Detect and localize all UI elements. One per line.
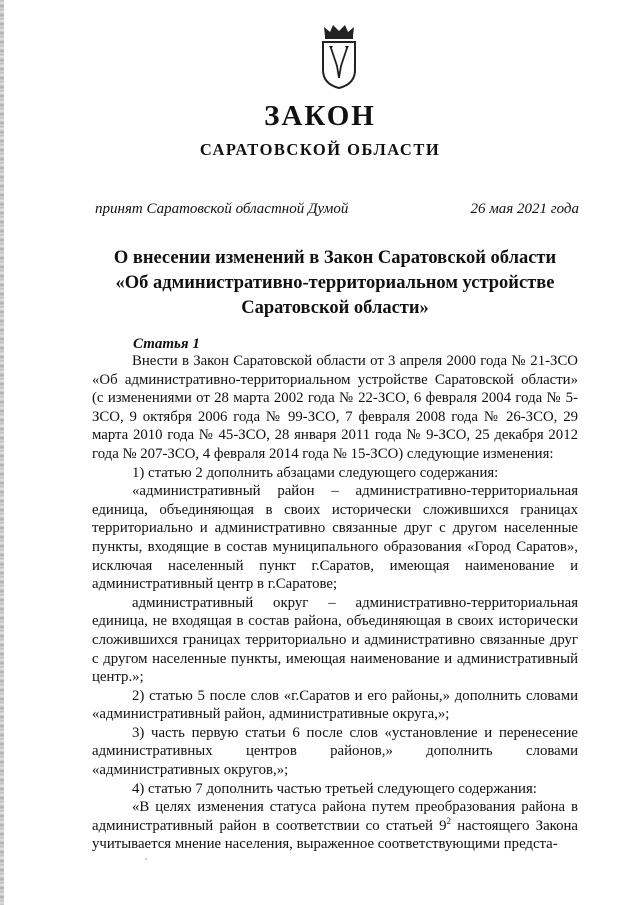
quote-3-text-cont: настоящего Закона учитывается мнение населения, выраженное соответствующими предста-: [92, 817, 578, 853]
quote-3-text: «В целях изменения статуса района путем преобразования района в административный район в соответствии со статьей 9: [92, 799, 578, 834]
amendment-quote-2: административный округ – административно-территориальная единица, не входящая в состав района, объединяющая в своих исторически сложившихся границах территориально и административно связанные друг с другом населенные пункты, имеющая наименование и административный центр.»;: [92, 594, 578, 686]
amendment-item-2: 2) статью 5 после слов «г.Саратов и его районы,» дополнить словами «административный район, административные округа,»;: [92, 687, 578, 723]
document-subtitle: САРАТОВСКОЙ ОБЛАСТИ: [199, 140, 441, 159]
law-title: [90, 246, 580, 321]
article-superscript: 2: [446, 815, 452, 826]
article-body: [92, 352, 578, 854]
amendment-quote-3: [92, 798, 578, 854]
scan-speck: [145, 858, 147, 860]
adopted-by: принят Саратовской областной Думой: [95, 201, 349, 217]
adoption-date: 26 мая 2021 года: [470, 201, 579, 217]
article-intro: Внести в Закон Саратовской области от 3 апреля 2000 года № 21-ЗСО «Об административно-территориальном устройстве Саратовской области» (с изменениями от 28 марта 2002 года № 22-ЗСО, 6 февраля 2004 года № 5-ЗСО, 9 октября 2006 года № 99-ЗСО, 7 февраля 2008 года № 26-ЗСО, 29 марта 2010 года № 45-ЗСО, 28 января 2011 года № 9-ЗСО, 25 декабря 2012 года № 207-ЗСО, 4 февраля 2014 года № 15-ЗСО) следующие изменения:: [92, 353, 578, 462]
article-heading: Статья 1: [133, 336, 200, 352]
scan-edge: [0, 0, 4, 905]
amendment-quote-1: «административный район – административно-территориальная единица, объединяющая в своих исторически сложившихся границах территориально и административно связанные друг с другом населенные пункты, входящие в состав муниципального образования «Город Саратов», исключая населенный пункт г.Саратов, имеющая наименование и административный центр в г.Саратове;: [92, 483, 578, 593]
saratov-coat-of-arms-icon: [318, 22, 360, 90]
amendment-item-4: 4) статью 7 дополнить частью третьей следующего содержания:: [132, 780, 537, 797]
law-title-line: Саратовской области»: [241, 298, 429, 318]
amendment-item-3: 3) часть первую статьи 6 после слов «установление и перенесение административных центров районов,» дополнить словами «административных округов,»;: [92, 724, 578, 779]
law-title-line: О внесении изменений в Закон Саратовской области: [113, 248, 557, 268]
law-title-line: «Об административно-территориальном устройстве: [115, 273, 555, 293]
amendment-item-1: 1) статью 2 дополнить абзацами следующего содержания:: [132, 464, 499, 481]
document-title: ЗАКОН: [264, 100, 376, 132]
